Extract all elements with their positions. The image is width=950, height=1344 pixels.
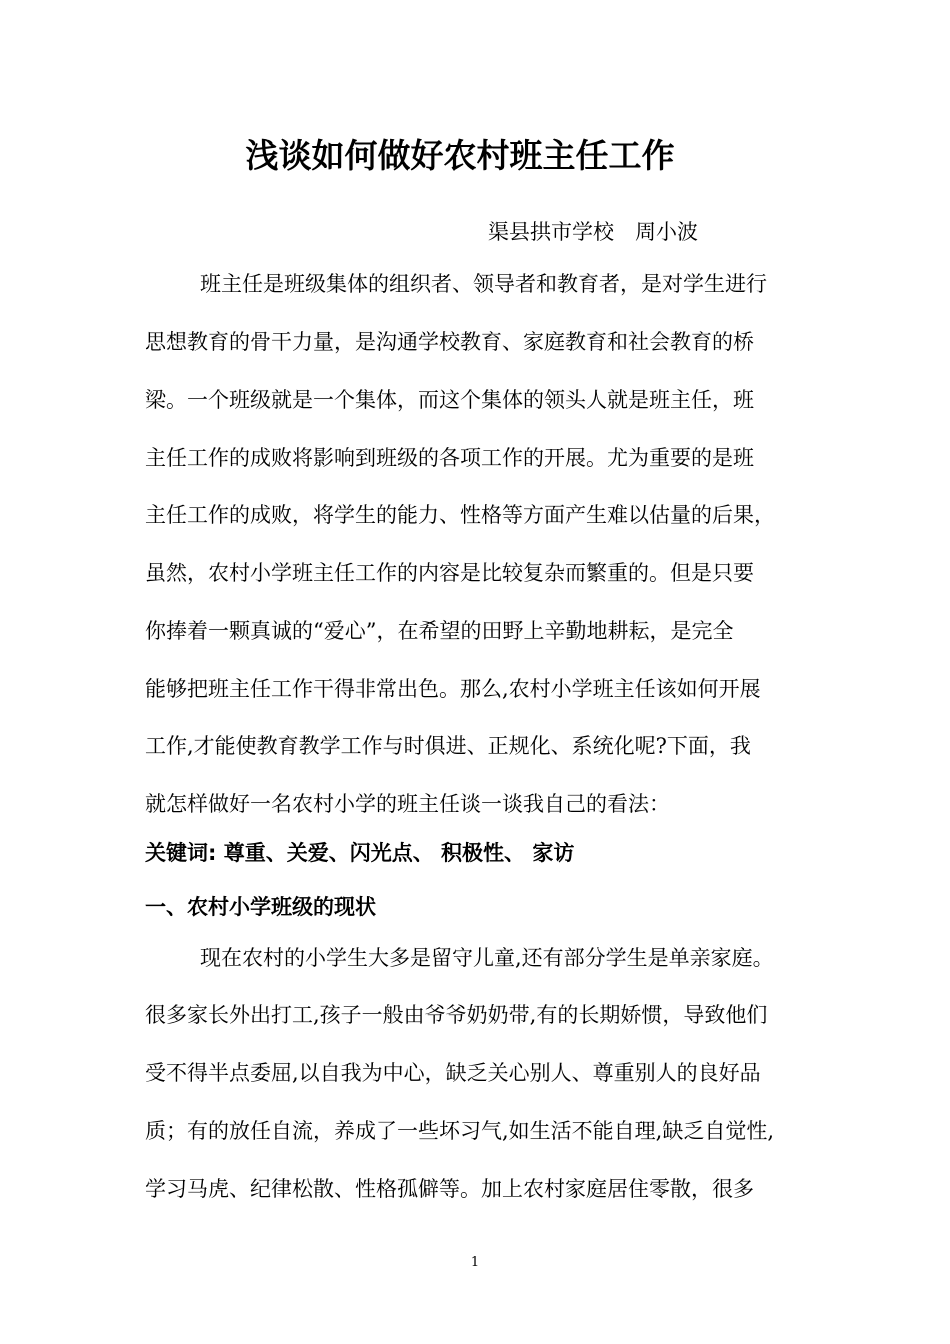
paragraph-line: 学习马虎、纪律松散、性格孤僻等。加上农村家庭居住零散，很多: [145, 1177, 754, 1201]
section-heading: 一、农村小学班级的现状: [145, 895, 376, 919]
paragraph-line: 你捧着一颗真诚的“爱心”，在希望的田野上辛勤地耕耘，是完全: [145, 619, 734, 643]
paragraph-line: 受不得半点委屈,以自我为中心，缺乏关心别人、尊重别人的良好品: [145, 1061, 761, 1085]
paragraph-line: 班主任是班级集体的组织者、领导者和教育者，是对学生进行: [200, 272, 767, 296]
paragraph-line: 梁。一个班级就是一个集体，而这个集体的领头人就是班主任，班: [145, 388, 754, 412]
author-line: 渠县拱市学校 周小波: [488, 220, 698, 244]
paragraph-line: 就怎样做好一名农村小学的班主任谈一谈我自己的看法：: [145, 792, 670, 816]
paragraph-line: 现在农村的小学生大多是留守儿童,还有部分学生是单亲家庭。: [200, 946, 774, 970]
paragraph-line: 主任工作的成败将影响到班级的各项工作的开展。尤为重要的是班: [145, 446, 754, 470]
paragraph-line: 主任工作的成败，将学生的能力、性格等方面产生难以估量的后果，: [145, 503, 775, 527]
document-title: 浅谈如何做好农村班主任工作: [245, 136, 675, 175]
paragraph-line: 很多家长外出打工,孩子一般由爷爷奶奶带,有的长期娇惯，导致他们: [145, 1003, 768, 1027]
paragraph-line: 工作,才能使教育教学工作与时俱进、正规化、系统化呢?下面，我: [145, 734, 751, 758]
paragraph-line: 质；有的放任自流，养成了一些坏习气,如生活不能自理,缺乏自觉性,: [145, 1119, 775, 1143]
paragraph-line: 思想教育的骨干力量，是沟通学校教育、家庭教育和社会教育的桥: [145, 330, 754, 354]
keywords-line: 关键词: 尊重、关爱、闪光点、 积极性、 家访: [145, 841, 575, 865]
paragraph-line: 能够把班主任工作干得非常出色。那么,农村小学班主任该如何开展: [145, 677, 761, 701]
paragraph-line: 虽然，农村小学班主任工作的内容是比较复杂而繁重的。但是只要: [145, 561, 754, 585]
page-number: 1: [470, 1255, 480, 1270]
